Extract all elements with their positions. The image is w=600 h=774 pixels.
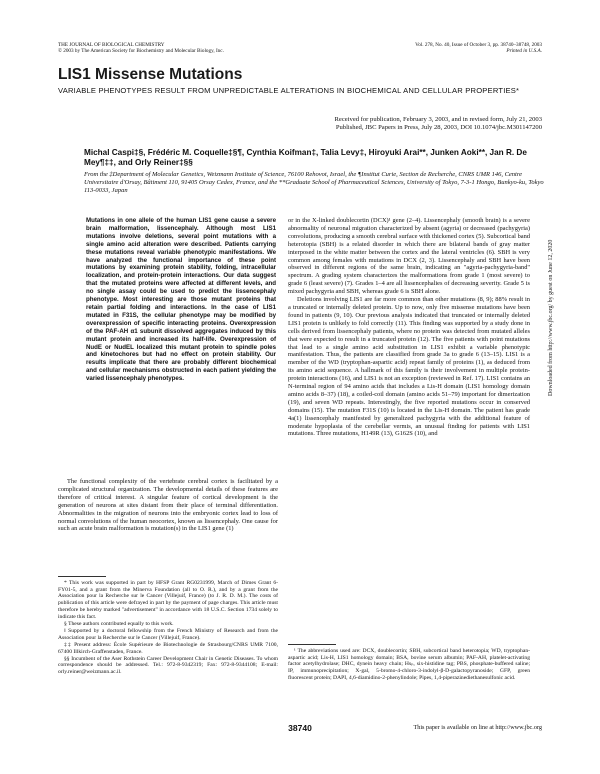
- footnote-equal-contribution: § These authors contributed equally to this work.: [64, 620, 174, 627]
- footnote-fellowship: ‖ Supported by a doctoral fellowship from the French Ministry of Research and from the Association pour la Recherche sur le Cancer (Villejuif, France).: [58, 627, 278, 641]
- page-number: 38740: [288, 723, 312, 733]
- article-title: LIS1 Missense Mutations: [58, 66, 243, 83]
- intro-paragraph: Deletions involving LIS1 are far more common than other mutations (8, 9); 88% result in a truncated or internally deleted protein. Up to now, only five missense mutations have been found in patients (9, 10). Our previous analysis indicated that truncated or internally deleted LIS1 protein is unlikely to fold correctly (11). This finding was supported by a study done in cells derived from lissencephaly patients, where no protein was detected from mutated alleles that were expected to result in a truncated protein (12). The five patients with point mutations that lead to a single amino acid substitution in LIS1 exhibit a variable phenotypic manifestation. Thus, the patients are classified from grade 3a to grade 6 (13–15). LIS1 is a member of the WD (tryptophan-aspartic acid) repeat family of proteins (1), as deduced from its amino acid sequence. A hallmark of this family is their involvement in multiple protein-protein interactions (16), and LIS1 is not an exception (reviewed in Ref. 17). LIS1 contains an N-terminal region of 94 amino acids that includes a Lis-H domain (LIS1 homology domain amino acids 8–37) (18), a coiled-coil domain (amino acids 51–79) important for dimerization (19), and seven WD repeats. Interestingly, the five reported mutations occur in conserved domains (15). The mutation F31S (10) is located in the Lis-H domain. The patient has grade 4a(1) lissencephaly manifested by generalized pachygyria with the additional feature of moderate hypoplasia of the cerebellar vermis, an unusual finding for patients with LIS1 mutations. Three mutations, H149R (13), G162S (10), and: [288, 296, 530, 438]
- journal-header-left: [58, 42, 224, 55]
- intro-column-right: [288, 217, 530, 438]
- volume-line: Vol. 278, No. 40, Issue of October 3, pp. 38740–38748, 2003: [415, 42, 542, 48]
- intro-paragraph: The functional complexity of the vertebrate cerebral cortex is facilitated by a complicated structural organization. The developmental details of these features are therefore of critical interest. A singular feature of cortical development is the generation of neurons at sites distant from their place of terminal differentiation. Abnormalities in the migration of neurons into the embryonic cortex lead to loss of normal convolutions of the human neocortex, known as lissencephaly. One cause for such an acute brain malformation is mutation(s) in the LIS1 gene (1): [58, 478, 278, 533]
- published-line: Published, JBC Papers in Press, July 28, 2003, DOI 10.1074/jbc.M301147200: [335, 124, 542, 132]
- footer-url: This paper is available on line at http://www.jbc.org: [413, 724, 542, 731]
- journal-header-right: [415, 42, 542, 55]
- intro-column-left: [58, 478, 278, 533]
- footnote-funding: * This work was supported in part by HFSP Grant RG0231999, March of Dimes Grant 6-FY01-5, and a grant from the Minerva Foundation (all to O. R.), and by a grant from the Association pour la Recherche sur le Cancer (Villejuif, France) (to J. R. D. M.). The costs of publication of this article were defrayed in part by the payment of page charges. This article must therefore be hereby marked "advertisement" in accordance with 18 U.S.C. Section 1734 solely to indicate this fact.: [58, 580, 278, 620]
- footnote-rule-right: [288, 644, 336, 645]
- abstract: Mutations in one allele of the human LIS1 gene cause a severe brain malformation, lissencephaly. Although most LIS1 mutations involve deletions, several point mutations with a single amino acid alteration were described. Patients carrying these mutations reveal variable phenotypic manifestations. We have analyzed the functional importance of these point mutations by examining protein stability, folding, intracellular localization, and protein-protein interactions. Our data suggest that the mutated proteins were affected at different levels, and no single assay could be used to predict the lissencephaly phenotype. Most interesting are those mutant proteins that retain partial folding and interactions. In the case of LIS1 mutated in F31S, the cellular phenotype may be modified by overexpression of specific interacting proteins. Overexpression of the PAF-AH α1 subunit dissolved aggregates induced by this mutant protein and increased its half-life. Overexpression of NudE or NudEL localized this mutant protein to spindle poles and kinetochores but had no effect on protein stability. Our results implicate that there are probably different biochemical and cellular mechanisms obstructed in each patient yielding the varied lissencephaly phenotypes.: [86, 217, 276, 383]
- footnote-correspondence: §§ Incumbent of the Aser Rothstein Career Development Chair in Genetic Diseases. To whom correspondence should be addressed. Tel.: 972-8-9342319; Fax: 972-8-9344108; E-mail: orly.reiner@weizmann.ac.il.: [58, 655, 278, 676]
- intro-paragraph: or in the X-linked doublecortin (DCX)¹ gene (2–4). Lissencephaly (smooth brain) is a severe abnormality of neuronal migration characterized by absent (agyria) or decreased (pachygyria) convolutions, producing a smooth cerebral surface with thickened cortex (5). Subcortical band heterotopia (SBH) is a related disorder in which there are bilateral bands of gray matter interposed in the white matter between the cortex and the lateral ventricles (6). SBH is very common among females with mutations in DCX (2, 3). Lissencephaly and SBH have been observed in different regions of the same brain, indicating an "agyria-pachygyria-band" spectrum. A grading system characterizes the malformations from grade 1 (most severe) to grade 6 (least severe) (7). Grades 1–4 are all lissencephalies of decreasing severity. Grade 5 is mixed pachygyria and SBH, whereas grade 6 is SBH alone.: [288, 217, 530, 296]
- affiliations: From the ‡Department of Molecular Genetics, Weizmann Institute of Science, 76100 Rehovot, Israel, the ¶Institut Curie, Section de Recherche, CNRS UMR 146, Centre Universitaire d'Orsay, Bâtiment 110, 91405 Orsay Cedex, France, and the **Graduate School of Pharmaceutical Sciences, University of Tokyo, 7-3-1 Hongo, Bunkyo-ku, Tokyo 113-0033, Japan: [84, 171, 544, 195]
- copyright-line: © 2003 by The American Society for Biochemistry and Molecular Biology, Inc.: [58, 48, 224, 55]
- footnotes-left: [58, 580, 278, 676]
- download-watermark: Downloaded from http://www.jbc.org/ by guest on June 12, 2020: [548, 239, 554, 396]
- received-line: Received for publication, February 3, 2003, and in revised form, July 21, 2003: [334, 116, 542, 123]
- article-subtitle: VARIABLE PHENOTYPES RESULT FROM UNPREDICTABLE ALTERATIONS IN BIOCHEMICAL AND CELLULAR PROPERTIES*: [58, 86, 520, 95]
- journal-name: THE JOURNAL OF BIOLOGICAL CHEMISTRY: [58, 42, 165, 48]
- footnote-rule-left: [58, 576, 106, 577]
- author-list: Michal Caspi‡§, Frédéric M. Coquelle‡§¶, Cynthia Koifman‡, Talia Levy‡, Hiroyuki Arai**, Junken Aoki**, Jan R. De Mey¶‡‡, and Orly Reiner‡§§: [84, 148, 527, 168]
- footnote-abbreviations: ¹ The abbreviations used are: DCX, doublecortin; SBH, subcortical band heterotopia; WD, tryptophan-aspartic acid; Lis-H, LIS1 homology domain; BSA, bovine serum albumin; PAF-AH, platelet-activating factor acetylhydrolase; DHC, dynein heavy chain; Hsₚ, six-histidine tag; PBS, phosphate-buffered saline; IP, immunoprecipitation; X-gal, 5-bromo-4-chloro-3-indolyl-β-D-galactopyranoside; GFP, green fluorescent protein; DAPI, 4,6-diamidino-2-phenylindole; Pipes, 1,4-piperazinediethanesulfonic acid.: [288, 648, 530, 681]
- received-dates: [102, 116, 542, 132]
- footnote-present-address: ‡‡ Present address: École Supérieure de Biotechnologie de Strasbourg/CNRS UMR 7100, 67400 Illkirch-Graffenstaden, France.: [58, 641, 278, 655]
- printed-line: Printed in U.S.A.: [506, 48, 542, 55]
